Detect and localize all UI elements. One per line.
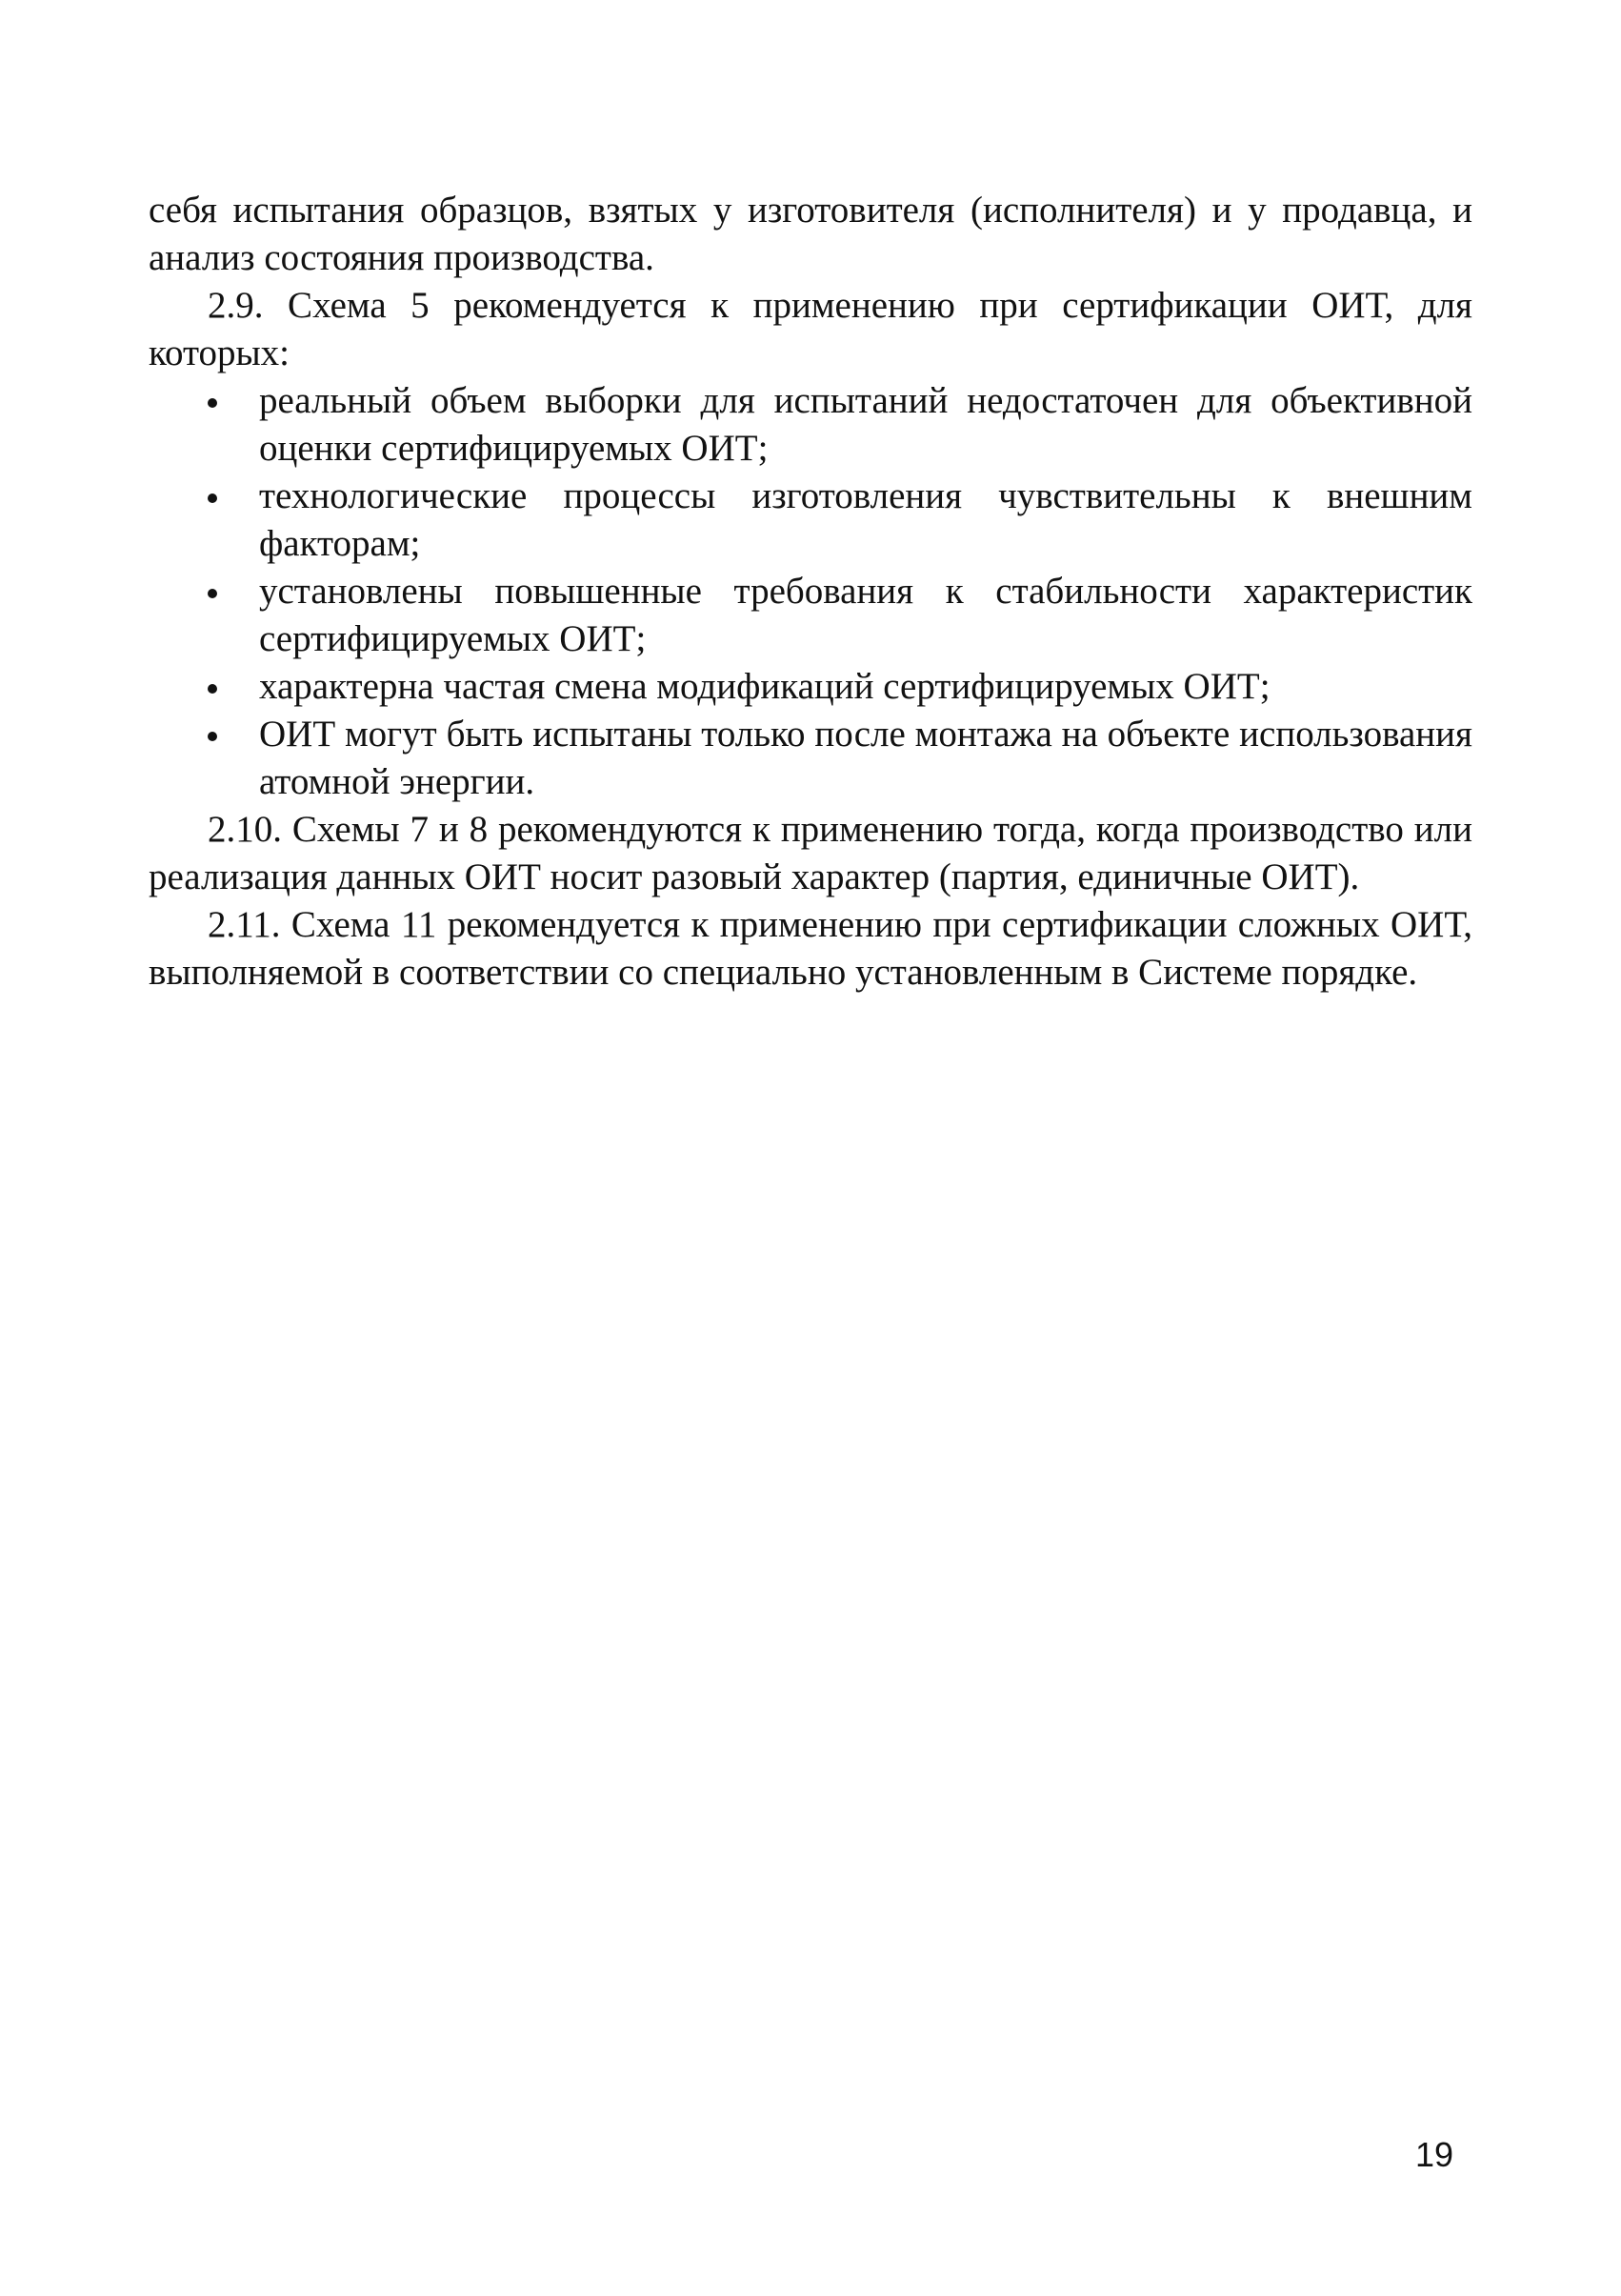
bullet-icon xyxy=(208,398,217,408)
paragraph-2-9-intro: 2.9. Схема 5 рекомендуется к применению при сертификации ОИТ, для которых: xyxy=(149,285,1472,373)
bullet-icon xyxy=(208,493,217,503)
list-item xyxy=(149,711,1472,806)
bullet-icon xyxy=(208,732,217,741)
list-item xyxy=(149,568,1472,663)
paragraph-2-11: 2.11. Схема 11 рекомендуется к применению при сертификации сложных ОИТ, выполняемой в соответствии со специально установленным в Системе порядке. xyxy=(149,904,1472,993)
list-item-text: установлены повышенные требования к стабильности характеристик сертифицируемых ОИТ; xyxy=(259,571,1472,659)
paragraph-continuation: себя испытания образцов, взятых у изготовителя (исполнителя) и у продавца, и анализ состояния производства. xyxy=(149,190,1472,278)
paragraph-2-10: 2.10. Схемы 7 и 8 рекомендуются к применению тогда, когда производство или реализация данных ОИТ носит разовый характер (партия, единичные ОИТ). xyxy=(149,809,1472,897)
list-item-text: характерна частая смена модификаций сертифицируемых ОИТ; xyxy=(259,666,1271,707)
list-item-text: технологические процессы изготовления чувствительны к внешним факторам; xyxy=(259,475,1472,564)
bullet-icon xyxy=(208,684,217,694)
body-text xyxy=(149,187,1472,997)
list-item-text: реальный объем выборки для испытаний недостаточен для объективной оценки сертифицируемых ОИТ; xyxy=(259,380,1472,469)
list-item xyxy=(149,377,1472,473)
list-item xyxy=(149,473,1472,568)
list-item-text: ОИТ могут быть испытаны только после монтажа на объекте использования атомной энергии. xyxy=(259,714,1472,802)
bullet-icon xyxy=(208,589,217,598)
list-item xyxy=(149,663,1472,711)
bullet-list-2-9 xyxy=(149,377,1472,806)
page-number: 19 xyxy=(1415,2135,1454,2174)
